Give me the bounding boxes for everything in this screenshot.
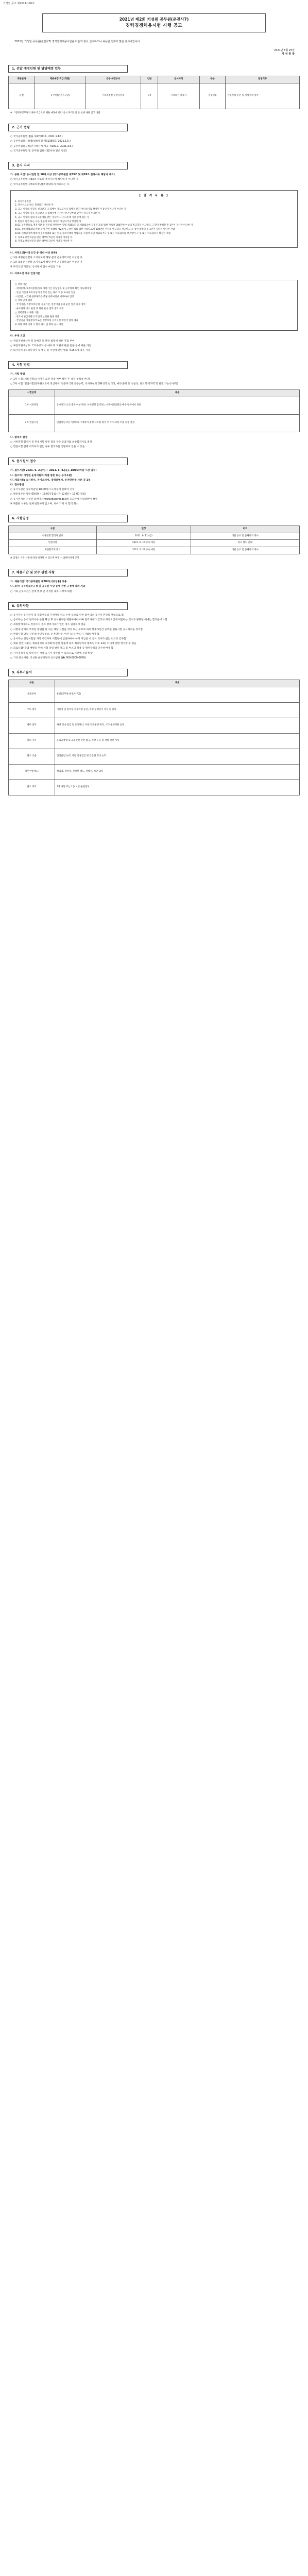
list-item: ○ 코로나19 감염 예방을 위해 시험 당일 발열 체크 및 마스크 착용 등 방역수칙을 준수하여야 함 [10,647,113,650]
table-cell: 2021. 6. 23.(수) 예정 [97,547,191,554]
exam-method-list [8,372,300,386]
table-cell: 도로교통법 및 교통안전 관련 법규, 차량 구조 및 정비 관련 지식 [55,733,300,749]
table-cell: 서류전형 합격자 발표 [9,533,97,540]
application-list [8,468,300,506]
list-item: ○ 면접시험 결과 적격자가 없는 경우 합격자를 선발하지 않을 수 있음 [10,445,85,448]
table-cell: 기획조정실 운영지원과 [85,83,141,109]
list-item: 3. 금고 이상의 실형을 선고받고 그 집행이 종료되거나 집행을 받지 아니하기로 확정된 후 5년이 지나지 아니한 자 [15,208,126,211]
table-cell: 주요 업무 [9,702,55,718]
list-item: ○ 경력증명서 제출 기준 [15,311,39,314]
table-cell: 차량 정비·점검 및 유지관리, 차량 안전운행 관리, 기타 운영지원 업무 [55,718,300,733]
list-item: ○ 국가공무원법 및 공무원 임용시험(이하 같은 법령) [10,149,67,152]
list-item: ○ 응시자는 면접시험일 지정 시간까지 시험장에 입실하여야 하며 미입실 시 응시 의사가 없는 것으로 간주함 [10,638,126,640]
list-item: 나. 합격자 결정 [10,436,27,439]
list-item: 7. 징계로 파면처분을 받은 때부터 5년이 지나지 아니한 자 [15,236,73,239]
table-cell: 세부 업무 [9,718,55,733]
list-item: ○ 의사상자 등: 의사상자 등 예우 및 지원에 관한 법률 제15조에 따른 가점 [10,349,91,352]
box-title: [ 결 격 사 유 ] [139,194,169,197]
table-cell: 필요 지식 [9,733,55,749]
list-item: ※ 제출된 서류는 일체 반환하지 않으며, 허위 기재 시 합격 취소 [10,502,79,505]
list-item: 라. 우대 요건 [10,335,25,338]
preference-list [8,334,300,353]
table-cell: 개별 통보 및 홈페이지 게시 [191,533,299,540]
list-item: 가. 시험 방법 [10,373,25,376]
table-cell: 2021. 6. 16.(수) 예정 [97,540,191,547]
table-header: 채용예정 직급(직렬) [35,76,85,83]
list-item: ○ 방문접수는 평일 09:00 ~ 18:00 (점심시간 12:00 ~ 13:00 제외) [10,493,86,496]
table-cell: 기관장 및 업무용 관용차량 운전, 차량 운행일지 작성 및 관리 [55,702,300,718]
table-header: 인원 [141,76,158,83]
list-item: 가. 공통 요건: 응시연령 만 18세 이상 (국가공무원법 제33조 및 제74조 결격사유 해당자 제외) [10,174,115,177]
list-item: ○ 국가공무원법(법률 제17000호, 2021.1.12.) [10,135,63,139]
document-number: 기성원 공고 제2021-126호 [3,2,35,5]
table-cell: 면접위원 3인 이상으로 구성하여 평정 요소별 평가 후 우수·보통·미흡 등급 결정 [55,414,300,432]
section-heading-1: 1. 선발 예정인원 및 담당예정 업무 [8,65,128,73]
list-item: 2. 파산선고를 받고 복권되지 아니한 자 [15,204,54,207]
intro-text: 2021년 기성원 공무원(운전사7) 경력경쟁채용시험을 다음과 같이 실시하오니 유능한 인재의 많은 응시바랍니다. [14,40,141,43]
table-cell: 1차 서류전형 [9,397,55,414]
list-item: 나. 자격요건(아래 요건 중 하나 이상 충족) [10,251,57,255]
content [8,40,300,795]
requirement-list [8,251,300,277]
table-cell: 장소 별도 안내 [191,540,299,547]
list-item: ○ 1종 보통운전면허 소지자로서 해당 분야 근무경력 3년 이상인 자 [10,261,82,264]
list-item: · 반드시 발급기관의 직인이 날인된 원본 제출 [15,315,60,318]
table-cell: 관용차량 운전 및 차량관리 업무 [226,83,300,109]
list-item: · 경력증명서(재직증명서)로 경력기간, 담당업무 및 근무형태 확인 가능해야 함 [15,287,92,291]
list-item: 1. 피성년후견인 [15,200,31,203]
list-item: ※ 허위 경력 기재 시 합격 취소 및 향후 응시 제한 [15,324,63,327]
list-item: ○ 경력 인정 범위 [15,299,32,302]
law-list [8,134,300,154]
list-item: 6의2. 공무원으로 재직기간 중 직무와 관련하여 형법 제355조 및 제356조에 규정된 죄를 범한 자로서 300만원 이상의 벌금형을 선고받고 그 형이 확정된 후 2년이 지나지 아니한 자 [15,224,193,227]
section-heading-7: 7. 채용기간 및 보수 관련 사항 [8,569,128,577]
list-item: 다. 자격요건 세부 인정기준 [10,273,40,276]
list-item: 5. 금고 이상의 형의 선고유예를 받은 경우에 그 선고유예 기간 중에 있는 자 [15,216,89,219]
section-heading-3: 3. 응시 자격 [8,162,128,170]
table-header: 구분 [9,526,97,533]
list-item: 6의3. 성폭력범죄의 처벌 등에 관한 특례법 제2조에 규정된 죄를 범한 사람으로서 100만원 이상의 벌금형을 선고받고 그 형이 확정된 후 3년이 지나지 아니한 사람 [15,228,175,231]
list-item: ○ 2차 시험: 면접시험(공무원으로서 정신자세, 전문지식과 응용능력, 의사표현의 정확성과 논리성, 예의·품행 및 성실성, 창의력·의지력 및 발전 가능성 평정) [10,382,178,385]
title-line-1: 2021년 제2회 기성원 공무원(운전사7) [119,17,189,22]
section-heading-6: 6. 시험일정 [8,515,128,522]
table-cell: 운전(공무원 운전사 7급) [55,687,300,702]
table-cell: 필요 기술 [9,749,55,764]
table-cell: 책임감, 성실성, 친절한 태도, 정확성, 보안 의식 [55,764,300,779]
table-header: 담당직무 [226,76,300,83]
list-item: 가. 접수기간: 2021. 6. 2.(수) ~ 2021. 6. 4.(금), 18:00(마감 시간 엄수) [10,469,97,472]
list-item: ○ 기타 근무조건은 관계 법령 및 기성원 내부 규정에 따름 [10,590,72,593]
career-criteria-box [10,280,298,331]
table-header: 내용 [55,680,300,687]
list-item: ○ 채용 관련 서류는 채용절차의 공정화에 관한 법률에 따라 최종합격자 발표일 이후 14일 이내에 반환 청구할 수 있음 [10,642,136,646]
table-cell: 공무원(운전사 7급) [35,83,85,109]
title-line-2: 경력경쟁채용시험 시행 공고 [126,23,182,28]
list-item: · 국가기관, 지방자치단체, 공공기관, 민간기업 등의 운전 업무 종사 경력 [15,303,85,307]
section-heading-2: 2. 근거 법령 [8,124,128,131]
list-item: 6. 법원의 판결 또는 다른 법률에 따라 자격이 상실되거나 정지된 자 [15,220,81,223]
list-item: ○ 자가격리자 및 확진자는 시험 응시가 제한될 수 있으므로 사전에 문의 바람 [10,652,93,655]
table-header: 내용 [55,390,300,397]
list-item: ○ 국가공무원법 제33조 각호의 결격사유에 해당하지 아니한 자 [10,178,79,181]
schedule-note: ※ 일정은 기관 사정에 따라 변경될 수 있으며 변경 시 홈페이지에 공지 [10,556,79,560]
table-cell: 1명 [141,83,158,109]
table-cell: 2021. 6. 11.(금) [97,533,191,540]
table-header: 채용분야 [9,76,35,83]
section-heading-5: 5. 응시원서 접수 [8,457,128,465]
list-item: ※ 자격요건 기준일: 응시원서 접수 마감일 기준 [10,266,61,269]
table-header: 일정 [97,526,191,533]
list-item: · 운수업체 버스 운전 및 화물 운송 업무 경력 포함 [15,308,64,310]
section-heading-4: 4. 시험 방법 [8,361,128,369]
list-item: 다. 제출서류: 응시원서, 자기소개서, 경력증명서, 운전면허증 사본 각 1부 [10,479,91,482]
list-item: ○ 경력 기준 [15,283,27,286]
table-cell: 경쟁채용 [199,83,226,109]
list-item: ○ 1차 시험: 서류전형(응시자격 요건 충족 여부 확인 후 적격·부적격 판단) [10,378,90,381]
list-item: ○ 서류전형 합격자 중 면접시험 평정 결과 우수 등급자를 최종합격자로 결정 [10,440,92,444]
eligibility-list [8,173,300,187]
list-item: ○ 등기우편은 접수마감일 18:00까지 도착분에 한하여 인정 [10,488,75,492]
table-header: 구분 [199,76,226,83]
table-cell: 최종합격자 발표 [9,547,97,554]
list-item: · 국민연금 가입증명서 또는 건강보험 자격득실 확인서 함께 제출 [15,319,78,323]
table-cell: 안전운전 능력, 차량 일상점검 및 간단한 정비 능력 [55,749,300,764]
section-heading-9: 9. 직무기술서 [8,669,128,676]
list-item: ○ 공무원임용시험령(대통령령 제31360호, 2021.1.5.) [10,140,71,143]
recruitment-table [8,76,300,109]
table-cell: 직무수행 태도 [9,764,55,779]
table-cell: 개별 통보 및 홈페이지 게시 [191,547,299,554]
list-item: 4. 금고 이상의 형을 선고받고 그 집행유예 기간이 끝난 날부터 2년이 지나지 아니한 자 [15,212,100,215]
list-item: 6의4. 미성년자에 대하여 성폭력범죄 또는 아동·청소년대상 성범죄를 저질러 파면·해임되거나 형 또는 치료감호를 선고받아 그 형 또는 치료감호가 확정된 사람 [15,232,171,235]
table-cell: 필요 자격 [9,779,55,795]
table-cell: 자격요건 충족자 [158,83,199,109]
list-item: 나. 보수: 공무원보수규정 및 공무원 수당 등에 관한 규정에 따라 지급 [10,585,85,588]
table-cell: 채용분야 [9,687,55,702]
section-heading-8: 8. 유의사항 [8,602,128,610]
list-item: ○ 면접시험 당일 신분증(주민등록증, 운전면허증, 여권 등)을 반드시 지참하여야 함 [10,633,99,636]
employment-terms-list [8,580,300,594]
table-cell: 응시자격 요건 충족 여부 판단, 서류전형 합격자는 선발예정인원의 배수 범위에서 결정 [55,397,300,414]
publisher: 기 성 원 장 [281,53,295,56]
table-cell: 운전 [9,83,35,109]
list-item: ○ 1종 대형운전면허 소지자로서 해당 분야 근무경력 2년 이상인 자 [10,256,82,259]
list-item: ○ 공무원임용규칙(인사혁신처 예규 제100호, 2021.3.5.) [10,145,73,148]
list-item: 나. 접수처: 기성원 운영지원과(직접 방문 또는 등기우편) [10,474,73,477]
list-item: · 비상근, 시간제 근무경력은 주당 근무시간에 비례하여 인정 [15,295,74,298]
list-item: 라. 접수방법 [10,484,24,487]
list-item: 가. 채용기간: 국가공무원법 제28조(시보임용) 적용 [10,581,67,584]
list-item: ○ 응시원서는 기성원 홈페이지(www.giseong.go.kr) 공고란에서 내려받아 작성 [10,498,98,501]
table-cell: 1종 대형 또는 1종 보통 운전면허 [55,779,300,795]
table-cell: 2차 면접시험 [9,414,55,432]
list-item: ○ 최종합격자라도 신원조사 결과 결격사유가 있는 경우 임용하지 않음 [10,623,86,626]
list-item: ○ 취업지원대상자: 국가유공자 등 예우 및 지원에 관한 법률 등에 따른 가점 [10,344,91,347]
disqualification-box [10,190,298,248]
title-box [42,13,266,32]
list-item: ○ 기타 문의사항: 기성원 운영지원과 인사담당 (☎ 000-0000-0000) [10,656,86,659]
list-item: 8. 징계로 해임처분을 받은 때부터 3년이 지나지 아니한 자 [15,240,73,243]
table-header: 시험단계 [9,390,55,397]
table-header: 근무 예정부서 [85,76,141,83]
list-item: · 동일 기간에 2개 이상의 경력이 있는 경우 그 중 하나만 인정 [15,291,76,294]
pass-decision-list [8,435,300,450]
list-item: ○ 시험에 관하여 부정한 행위를 한 자는 해당 시험을 정지 또는 무효로 하며 향후 5년간 공무원 임용시험 응시자격을 정지함 [10,628,143,631]
notes-list [8,613,300,660]
list-item: ○ 국가공무원법 제74조(정년)에 해당하지 아니하는 자 [10,183,70,186]
exam-stage-table [8,389,300,432]
publication-date: 2021년 5월 25일 [274,48,295,52]
table-note: ※ 「행정부공무원의 최하 직급으로 채용 예정에 따라 응시 자격요건 등 상세 내용 참고 바람 [10,111,100,114]
table-cell: 면접시험 [9,540,97,547]
table-header: 구분 [9,680,55,687]
list-item: ○ 응시자는 응시원서 및 제출서류의 기재사항 착오·누락 등으로 인한 불이익은 응시자 본인의 책임으로 함 [10,614,124,617]
list-item: ○ 취업지원대상자 및 장애인 등 관련 법령에 따른 가점 부여 [10,340,75,343]
list-item: ○ 응시자는 응시 결격사유 등을 확인 후 응시원서를 제출하여야 하며 결격사유가 있거나 자격요건에 미달하는 것으로 판명된 때에는 합격을 취소함 [10,619,168,622]
table-header: 응시자격 [158,76,199,83]
table-header: 비고 [191,526,299,533]
schedule-table [8,526,300,554]
job-description-table [8,680,300,795]
